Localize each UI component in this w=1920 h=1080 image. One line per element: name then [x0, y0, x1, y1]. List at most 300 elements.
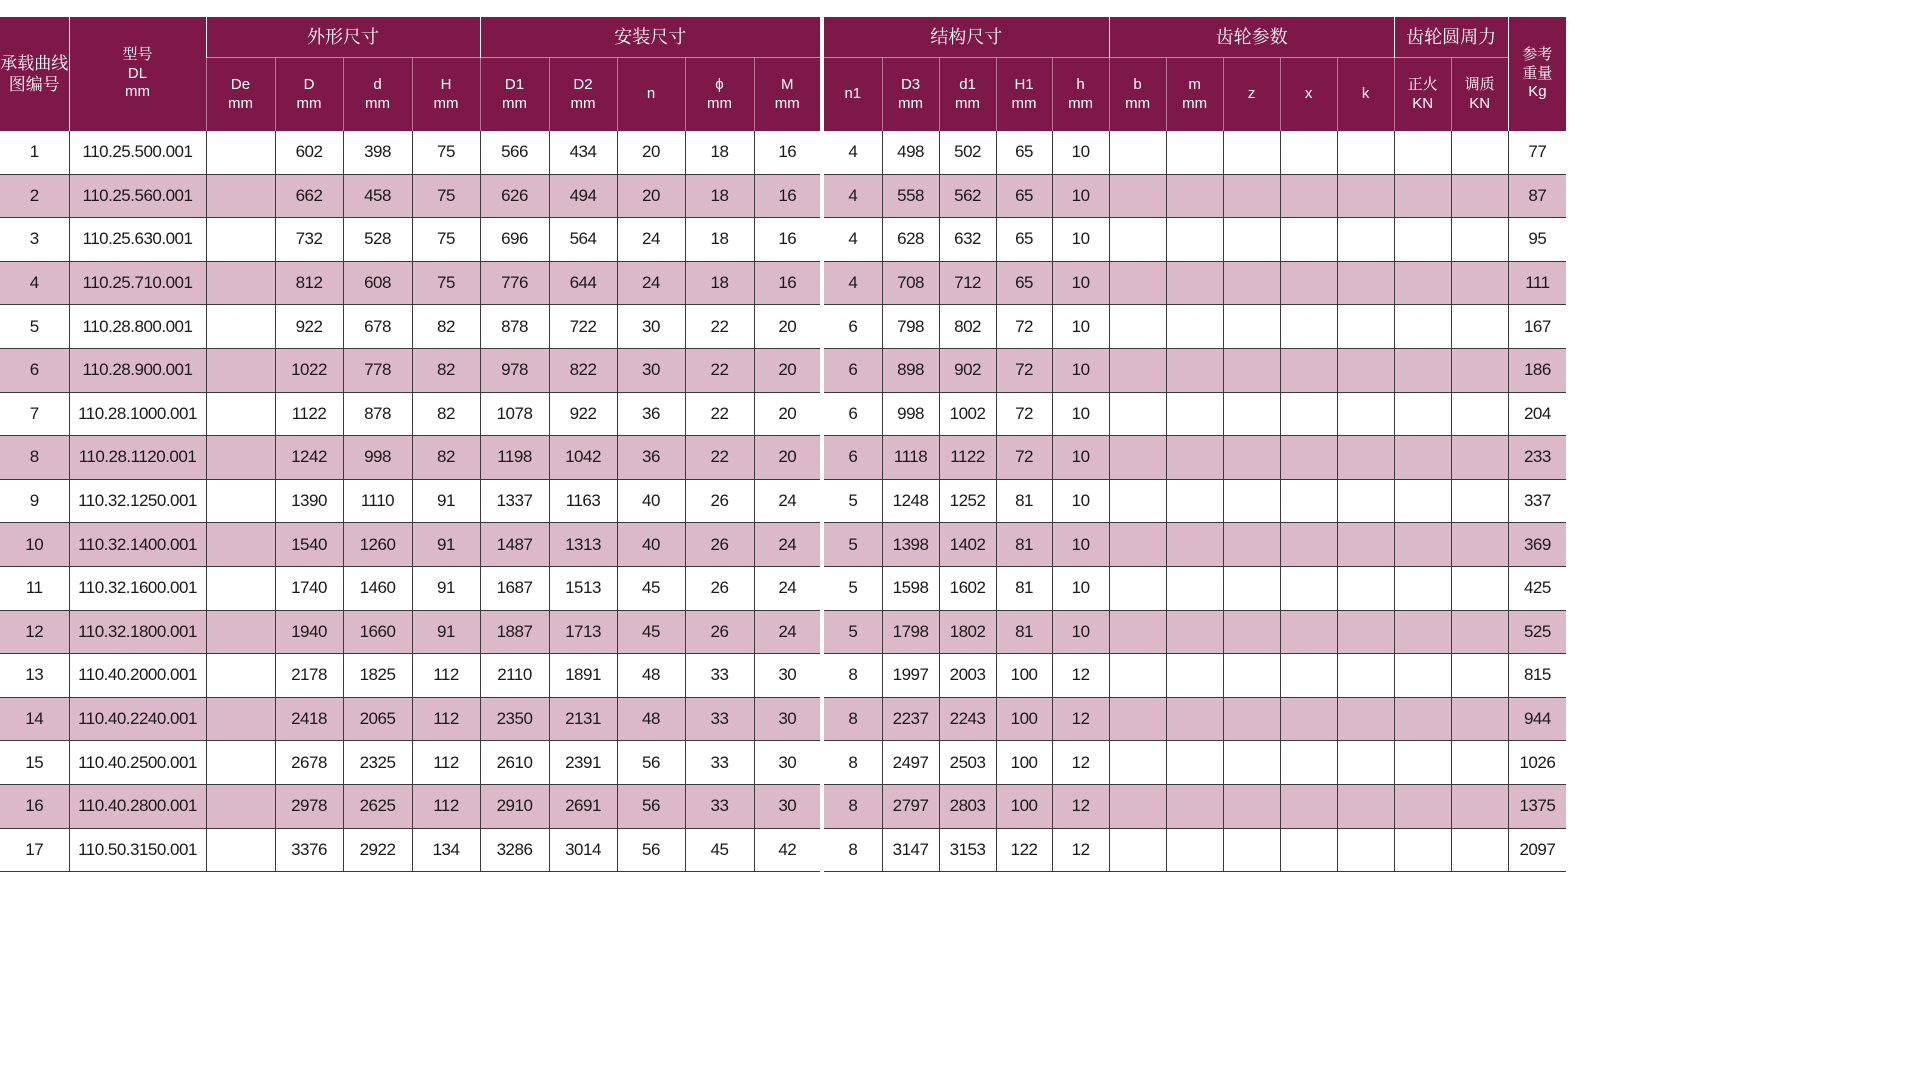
table-cell: 10: [1052, 392, 1109, 436]
table-cell: 110.28.900.001: [69, 348, 206, 392]
table-cell: 2797: [882, 784, 939, 828]
table-cell: [1394, 392, 1451, 436]
table-cell: 1042: [549, 436, 617, 480]
table-cell: 167: [1508, 305, 1566, 349]
sub-header-cell: [1280, 58, 1337, 132]
model-header-line3: mm: [125, 83, 150, 101]
table-cell: 4: [822, 174, 882, 218]
table-cell: 42: [754, 828, 822, 872]
table-cell: 111: [1508, 261, 1566, 305]
table-cell: 1997: [882, 654, 939, 698]
table-cell: 2978: [275, 784, 343, 828]
table-cell: [1166, 261, 1223, 305]
sub-header-cell: [549, 58, 617, 132]
table-cell: 398: [343, 131, 412, 174]
sub-header-cell: [1451, 58, 1508, 132]
table-cell: [1451, 131, 1508, 174]
table-cell: 1002: [939, 392, 996, 436]
table-cell: [1223, 131, 1280, 174]
sub-header-label: D2: [573, 75, 593, 93]
table-cell: 5: [0, 305, 69, 349]
table-cell: [1166, 654, 1223, 698]
model-header-line2: DL: [127, 64, 148, 82]
table-cell: 1891: [549, 654, 617, 698]
sub-header-label: n: [646, 85, 656, 103]
table-cell: 20: [754, 392, 822, 436]
table-cell: [1337, 305, 1394, 349]
table-cell: 8: [822, 741, 882, 785]
table-cell: 998: [343, 436, 412, 480]
table-cell: [1394, 348, 1451, 392]
table-cell: 233: [1508, 436, 1566, 480]
table-cell: 2625: [343, 784, 412, 828]
table-cell: 12: [1052, 784, 1109, 828]
table-cell: 628: [882, 218, 939, 262]
table-cell: 30: [754, 784, 822, 828]
sub-header-label: d: [373, 75, 382, 93]
table-cell: 204: [1508, 392, 1566, 436]
table-cell: [1166, 610, 1223, 654]
table-cell: 24: [754, 610, 822, 654]
table-cell: 56: [617, 784, 685, 828]
table-cell: [1166, 784, 1223, 828]
table-cell: [1109, 784, 1166, 828]
table-cell: [1223, 523, 1280, 567]
table-cell: 110.40.2500.001: [69, 741, 206, 785]
table-cell: 3147: [882, 828, 939, 872]
table-cell: [1223, 305, 1280, 349]
outer-dim-header: 外形尺寸: [206, 17, 480, 58]
table-cell: 30: [754, 654, 822, 698]
table-cell: 15: [0, 741, 69, 785]
curve-no-header: 承载曲线图编号: [0, 17, 69, 131]
table-cell: 878: [343, 392, 412, 436]
table-cell: [206, 218, 275, 262]
sub-header-unit: mm: [1182, 94, 1208, 112]
table-cell: [206, 174, 275, 218]
table-cell: 75: [412, 218, 480, 262]
table-cell: 2097: [1508, 828, 1566, 872]
table-cell: 1398: [882, 523, 939, 567]
table-cell: 10: [1052, 610, 1109, 654]
table-cell: 998: [882, 392, 939, 436]
table-cell: 110.25.560.001: [69, 174, 206, 218]
table-cell: 2418: [275, 697, 343, 741]
table-cell: [1109, 523, 1166, 567]
table-cell: [1223, 348, 1280, 392]
sub-header-cell: [1166, 58, 1223, 132]
table-cell: [1280, 305, 1337, 349]
table-cell: 712: [939, 261, 996, 305]
sub-header-label: k: [1361, 85, 1370, 103]
table-cell: 24: [754, 523, 822, 567]
table-cell: 72: [996, 436, 1052, 480]
table-cell: 110.32.1600.001: [69, 566, 206, 610]
table-cell: 22: [685, 348, 754, 392]
table-cell: 528: [343, 218, 412, 262]
table-cell: [206, 392, 275, 436]
table-cell: 1598: [882, 566, 939, 610]
table-cell: [206, 654, 275, 698]
table-cell: 722: [549, 305, 617, 349]
table-cell: [1394, 697, 1451, 741]
sub-header-unit: mm: [570, 94, 596, 112]
table-cell: 1602: [939, 566, 996, 610]
table-cell: [1394, 828, 1451, 872]
sub-header-cell: [1052, 58, 1109, 132]
table-cell: 75: [412, 261, 480, 305]
table-cell: 33: [685, 784, 754, 828]
table-cell: 12: [1052, 741, 1109, 785]
table-cell: 798: [882, 305, 939, 349]
sub-header-label: m: [1188, 75, 1201, 93]
table-cell: 458: [343, 174, 412, 218]
table-cell: 30: [754, 741, 822, 785]
sub-header-cell: [1337, 58, 1394, 132]
table-cell: [1451, 741, 1508, 785]
sub-header-unit: mm: [1068, 94, 1094, 112]
table-cell: 16: [754, 261, 822, 305]
sub-header-cell: [996, 58, 1052, 132]
table-cell: 112: [412, 654, 480, 698]
sub-header-unit: KN: [1412, 94, 1434, 112]
table-cell: [1166, 566, 1223, 610]
table-cell: [1166, 218, 1223, 262]
table-cell: 40: [617, 523, 685, 567]
table-cell: [1451, 174, 1508, 218]
table-cell: 72: [996, 305, 1052, 349]
table-cell: [1223, 697, 1280, 741]
table-cell: 82: [412, 348, 480, 392]
sub-header-label: 调质: [1464, 75, 1495, 93]
table-cell: 1825: [343, 654, 412, 698]
table-cell: [1280, 610, 1337, 654]
table-cell: 502: [939, 131, 996, 174]
table-cell: 18: [685, 174, 754, 218]
table-cell: [1166, 131, 1223, 174]
table-cell: 3286: [480, 828, 549, 872]
table-cell: [1394, 218, 1451, 262]
table-cell: 498: [882, 131, 939, 174]
sub-header-label: ϕ: [715, 75, 724, 93]
table-cell: 26: [685, 479, 754, 523]
table-cell: 626: [480, 174, 549, 218]
table-cell: [206, 305, 275, 349]
table-cell: 1798: [882, 610, 939, 654]
table-cell: 978: [480, 348, 549, 392]
table-cell: 2065: [343, 697, 412, 741]
table-cell: [1451, 697, 1508, 741]
table-cell: 2350: [480, 697, 549, 741]
table-cell: 65: [996, 261, 1052, 305]
table-cell: 1022: [275, 348, 343, 392]
table-cell: 1740: [275, 566, 343, 610]
table-cell: 81: [996, 479, 1052, 523]
table-cell: 566: [480, 131, 549, 174]
sub-header-label: De: [230, 75, 251, 93]
table-cell: 2237: [882, 697, 939, 741]
table-cell: 24: [617, 261, 685, 305]
table-cell: [1337, 436, 1394, 480]
table-row: [0, 566, 1566, 610]
table-row: [0, 218, 1566, 262]
table-cell: 13: [0, 654, 69, 698]
table-cell: 632: [939, 218, 996, 262]
table-cell: [1166, 305, 1223, 349]
table-row: [0, 348, 1566, 392]
table-cell: 802: [939, 305, 996, 349]
table-cell: 815: [1508, 654, 1566, 698]
table-cell: 1242: [275, 436, 343, 480]
table-cell: [1280, 348, 1337, 392]
table-cell: 65: [996, 218, 1052, 262]
table-cell: 558: [882, 174, 939, 218]
sub-header-cell: [1109, 58, 1166, 132]
table-cell: [1337, 654, 1394, 698]
table-cell: [1280, 566, 1337, 610]
table-cell: [206, 348, 275, 392]
table-cell: 6: [822, 305, 882, 349]
table-cell: 65: [996, 174, 1052, 218]
table-cell: 10: [1052, 523, 1109, 567]
table-cell: 602: [275, 131, 343, 174]
sub-header-cell: [412, 58, 480, 132]
table-cell: 10: [1052, 566, 1109, 610]
table-cell: 17: [0, 828, 69, 872]
table-cell: [206, 741, 275, 785]
table-cell: [1166, 479, 1223, 523]
install-dim-header: 安装尺寸: [480, 17, 822, 58]
table-cell: 16: [754, 174, 822, 218]
sub-header-label: D: [303, 75, 315, 93]
table-cell: [1109, 392, 1166, 436]
sub-header-label: z: [1247, 85, 1256, 103]
table-cell: 112: [412, 697, 480, 741]
table-cell: 1078: [480, 392, 549, 436]
sub-header-cell: [754, 58, 822, 132]
table-cell: 110.32.1250.001: [69, 479, 206, 523]
table-cell: [1394, 436, 1451, 480]
sub-header-cell: [617, 58, 685, 132]
table-cell: [1223, 610, 1280, 654]
table-cell: 902: [939, 348, 996, 392]
table-cell: 12: [1052, 828, 1109, 872]
table-cell: [1337, 784, 1394, 828]
sub-header-unit: mm: [502, 94, 527, 112]
table-cell: [1451, 436, 1508, 480]
sub-header-cell: [939, 58, 996, 132]
table-cell: 434: [549, 131, 617, 174]
table-cell: [1109, 610, 1166, 654]
table-cell: [1166, 523, 1223, 567]
table-cell: [1109, 566, 1166, 610]
table-cell: [1337, 479, 1394, 523]
sub-header-unit: KN: [1469, 94, 1491, 112]
table-cell: 10: [1052, 218, 1109, 262]
table-cell: [1451, 523, 1508, 567]
table-row: [0, 305, 1566, 349]
table-cell: 81: [996, 566, 1052, 610]
table-cell: 5: [822, 610, 882, 654]
table-cell: 26: [685, 610, 754, 654]
table-cell: [1280, 697, 1337, 741]
table-cell: 110.28.800.001: [69, 305, 206, 349]
table-cell: [1109, 828, 1166, 872]
table-cell: 1375: [1508, 784, 1566, 828]
table-cell: 1118: [882, 436, 939, 480]
table-cell: [1451, 828, 1508, 872]
table-cell: 56: [617, 828, 685, 872]
table-cell: 8: [822, 828, 882, 872]
table-cell: [1451, 261, 1508, 305]
table-cell: 18: [685, 218, 754, 262]
table-cell: [1223, 261, 1280, 305]
table-cell: [1337, 828, 1394, 872]
table-cell: 134: [412, 828, 480, 872]
table-cell: [206, 697, 275, 741]
table-cell: [1451, 566, 1508, 610]
table-cell: [206, 479, 275, 523]
table-cell: 33: [685, 654, 754, 698]
table-cell: [1166, 392, 1223, 436]
sub-header-cell: [480, 58, 549, 132]
table-cell: 2691: [549, 784, 617, 828]
table-cell: 696: [480, 218, 549, 262]
table-cell: 24: [617, 218, 685, 262]
table-cell: 1337: [480, 479, 549, 523]
table-cell: 1460: [343, 566, 412, 610]
table-cell: 12: [0, 610, 69, 654]
table-cell: 26: [685, 566, 754, 610]
table-cell: [1451, 392, 1508, 436]
table-cell: 56: [617, 741, 685, 785]
table-cell: 878: [480, 305, 549, 349]
sub-header-label: H1: [1014, 75, 1034, 93]
sub-header-unit: mm: [1011, 94, 1037, 112]
table-cell: [206, 436, 275, 480]
table-cell: 75: [412, 174, 480, 218]
gear-force-header: 齿轮圆周力: [1394, 17, 1508, 58]
table-cell: 1713: [549, 610, 617, 654]
table-cell: 82: [412, 305, 480, 349]
sub-header-label: x: [1304, 85, 1313, 103]
table-cell: 564: [549, 218, 617, 262]
structure-dim-header: 结构尺寸: [822, 17, 1109, 58]
table-cell: 822: [549, 348, 617, 392]
sub-header-unit: mm: [296, 94, 322, 112]
table-cell: 2003: [939, 654, 996, 698]
table-cell: 2678: [275, 741, 343, 785]
sub-header-cell: [822, 58, 882, 132]
table-cell: 644: [549, 261, 617, 305]
table-cell: 122: [996, 828, 1052, 872]
sub-header-cell: [685, 58, 754, 132]
table-cell: 81: [996, 523, 1052, 567]
table-cell: 8: [822, 784, 882, 828]
table-cell: 110.28.1120.001: [69, 436, 206, 480]
table-row: [0, 828, 1566, 872]
table-cell: 2922: [343, 828, 412, 872]
table-cell: 6: [822, 436, 882, 480]
table-cell: 1402: [939, 523, 996, 567]
table-row: [0, 523, 1566, 567]
table-row: [0, 436, 1566, 480]
table-cell: 33: [685, 741, 754, 785]
sub-header-cell: [882, 58, 939, 132]
table-cell: [1280, 218, 1337, 262]
table-cell: [1337, 261, 1394, 305]
table-row: [0, 261, 1566, 305]
table-cell: [1280, 436, 1337, 480]
table-cell: 18: [685, 261, 754, 305]
table-cell: 4: [822, 131, 882, 174]
table-row: [0, 784, 1566, 828]
table-cell: [1109, 697, 1166, 741]
table-cell: 20: [754, 436, 822, 480]
table-cell: 20: [754, 348, 822, 392]
table-row: [0, 741, 1566, 785]
table-cell: [206, 784, 275, 828]
table-cell: 1390: [275, 479, 343, 523]
table-cell: 45: [617, 610, 685, 654]
table-cell: 87: [1508, 174, 1566, 218]
table-cell: 732: [275, 218, 343, 262]
table-cell: 45: [617, 566, 685, 610]
table-cell: 5: [822, 566, 882, 610]
table-cell: [1337, 741, 1394, 785]
table-cell: [1280, 261, 1337, 305]
table-cell: 1802: [939, 610, 996, 654]
table-cell: 48: [617, 654, 685, 698]
table-cell: [1223, 654, 1280, 698]
table-cell: 1487: [480, 523, 549, 567]
table-cell: 112: [412, 784, 480, 828]
table-cell: 100: [996, 741, 1052, 785]
table-cell: [1337, 174, 1394, 218]
table-cell: [1109, 654, 1166, 698]
table-cell: 1122: [939, 436, 996, 480]
sub-header-cell: [1223, 58, 1280, 132]
table-cell: [1394, 174, 1451, 218]
table-cell: [1166, 436, 1223, 480]
table-cell: 91: [412, 566, 480, 610]
table-cell: 20: [617, 174, 685, 218]
table-cell: [1394, 566, 1451, 610]
table-cell: 16: [0, 784, 69, 828]
table-cell: [1109, 436, 1166, 480]
sub-header-row: [0, 58, 1566, 132]
table-cell: 1660: [343, 610, 412, 654]
table-cell: 5: [822, 479, 882, 523]
table-cell: 1940: [275, 610, 343, 654]
table-cell: [1109, 479, 1166, 523]
table-cell: 4: [822, 261, 882, 305]
sub-header-label: d1: [959, 75, 976, 93]
table-cell: 812: [275, 261, 343, 305]
table-cell: 922: [275, 305, 343, 349]
table-cell: 82: [412, 436, 480, 480]
table-row: [0, 131, 1566, 174]
table-cell: 110.40.2800.001: [69, 784, 206, 828]
table-cell: [1223, 436, 1280, 480]
table-cell: 30: [617, 305, 685, 349]
table-cell: [1451, 218, 1508, 262]
sub-header-cell: [1394, 58, 1451, 132]
sub-header-label: D1: [504, 75, 525, 93]
table-cell: [206, 828, 275, 872]
table-cell: [1223, 392, 1280, 436]
table-cell: 678: [343, 305, 412, 349]
